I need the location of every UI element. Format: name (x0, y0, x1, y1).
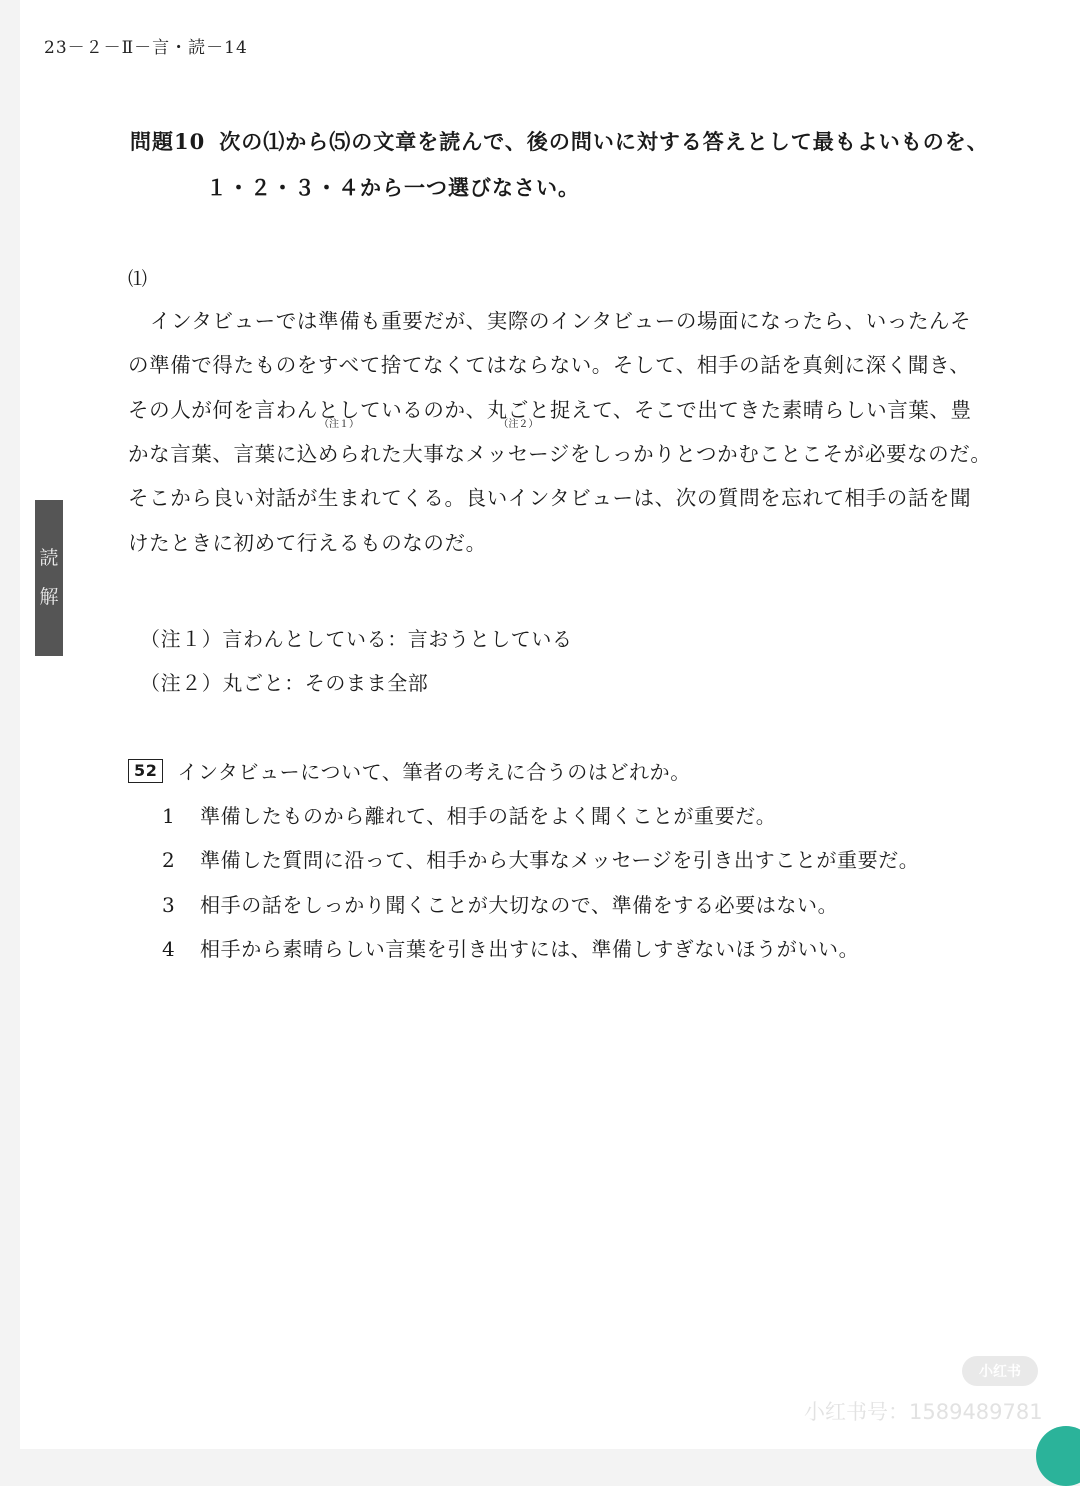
watermark-text: 小红书号：1589489781 (804, 1400, 1043, 1424)
option-number: 3 (162, 893, 176, 917)
question-heading (130, 126, 989, 156)
option-text: 相手から素晴らしい言葉を引き出すには、準備しすぎないほうがいい。 (200, 937, 860, 961)
option-text: 準備したものから離れて、相手の話をよく聞くことが重要だ。 (200, 804, 777, 828)
side-tab-dokkai (35, 500, 63, 656)
passage-line: の準備で得たものをすべて捨てなくてはならない。そして、相手の話を真剣に深く聞き、 (128, 353, 971, 377)
option-text: 相手の話をしっかり聞くことが大切なので、準備をする必要はない。 (200, 893, 839, 917)
option-number: 2 (162, 848, 176, 872)
footnote-1: （注１）言わんとしている：言おうとしている (140, 627, 573, 651)
answer-option-1[interactable] (162, 800, 776, 829)
section-number: ⑴ (128, 268, 148, 290)
exam-page (20, 0, 1080, 1449)
answer-option-3[interactable] (162, 889, 838, 918)
question-number-box: 52 (128, 759, 163, 783)
annotated-word-base: 言わんとしている (254, 398, 424, 422)
answer-option-2[interactable] (162, 844, 919, 873)
annotated-word-base: 丸ごと (486, 398, 551, 422)
annotated-word-1 (254, 393, 424, 430)
passage-line: インタビューでは準備も重要だが、実際のインタビューの場面になったら、いったんそ (150, 309, 972, 333)
passage-line: けたときに初めて行えるものなのだ。 (128, 531, 487, 555)
side-tab-char: 解 (39, 586, 59, 608)
question-instruction-1: 次の⑴から⑸の文章を読んで、後の問いに対する答えとして最もよいものを、 (219, 129, 989, 154)
question-label: 問題10 (130, 129, 206, 154)
passage-line: かな言葉、言葉に込められた大事なメッセージをしっかりとつかむことこそが必要なのだ。 (128, 442, 992, 466)
page-code: 23－２－Ⅱ－言・読－14 (44, 38, 248, 58)
passage-text: 捉えて、そこで出てきた素晴らしい言葉、豊 (550, 398, 972, 422)
passage-line: そこから良い対話が生まれてくる。良いインタビューは、次の質問を忘れて相手の話を聞 (128, 486, 972, 510)
answer-option-4[interactable] (162, 933, 859, 962)
question-52-text: インタビューについて、筆者の考えに合うのはどれか。 (177, 760, 691, 784)
option-number: 4 (162, 937, 176, 961)
side-tab-char: 読 (39, 547, 59, 569)
passage-text: のか、 (423, 398, 487, 422)
footnote-2: （注２）丸ごと：そのまま全部 (140, 671, 429, 695)
option-number: 1 (162, 804, 176, 828)
passage-text: その人が何を (128, 398, 255, 422)
passage-line (128, 393, 972, 430)
question-instruction-2: １・２・３・４から一つ選びなさい。 (206, 175, 580, 200)
question-52 (128, 756, 691, 785)
option-text: 準備した質問に沿って、相手から大事なメッセージを引き出すことが重要だ。 (200, 848, 920, 872)
note-marker-2: （注２） (498, 419, 539, 430)
note-marker-1: （注１） (319, 419, 360, 430)
annotated-word-2 (486, 393, 551, 430)
watermark-logo: 小红书 (962, 1356, 1038, 1386)
